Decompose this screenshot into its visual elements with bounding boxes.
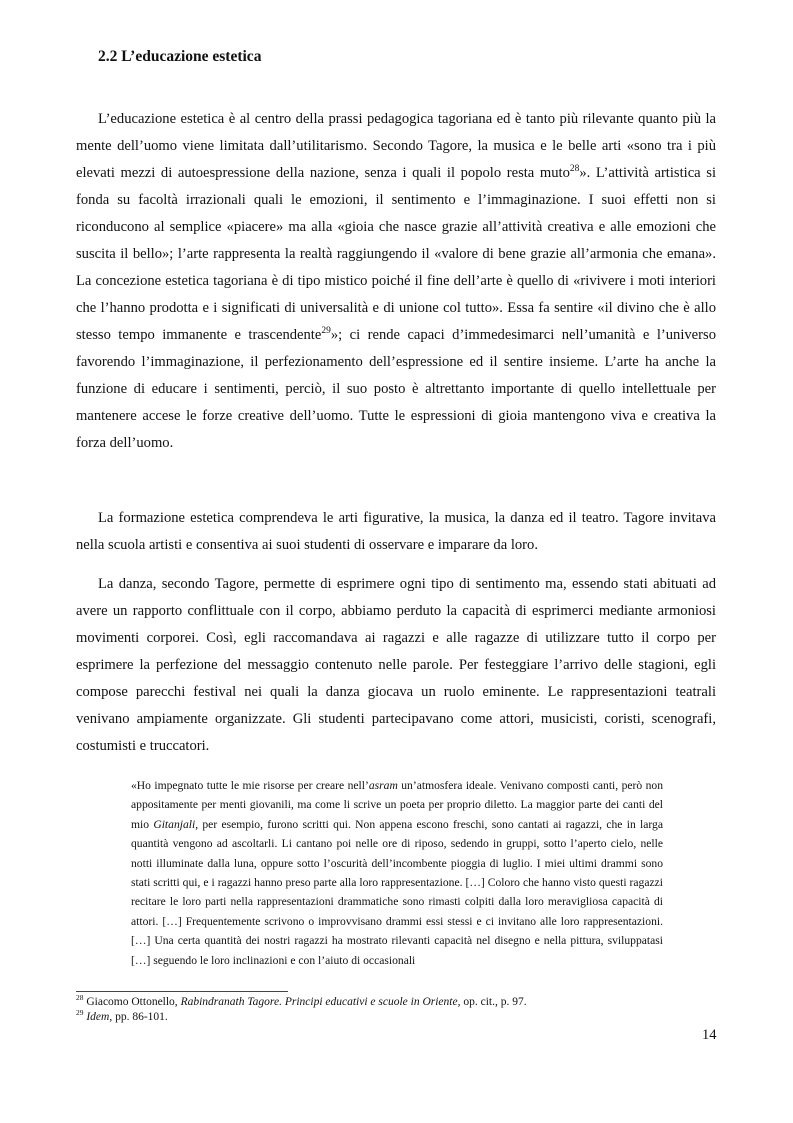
footnote-author: Giacomo Ottonello, — [83, 996, 181, 1008]
quote-text: «Ho impegnato tutte le mie risorse per creare nell’ — [131, 779, 369, 792]
paragraph-text: »; ci rende capaci d’immedesimarci nell’umanità e l’universo favorendo l’immaginazione, il perfezionamento dell’espressione ed il sentire insieme. L’arte ha anche la funzione di educare i sentimenti, perciò, il suo posto è altrettanto importante di quello intellettuale per mantenere accese le forze creative dell’uomo. Tutte le espressioni di gioia mantengono viva e creativa la forza dell’uomo. — [76, 327, 716, 451]
block-quote — [131, 776, 663, 970]
paragraph-text: ». L’attività artistica si fonda su facoltà irrazionali quali le emozioni, il sentimento e l’immaginazione. I suoi effetti non si riconducono al semplice «piacere» ma alla «gioia che nasce grazie all’attività creativa e alle emozioni che suscita il bello»; l’arte rappresenta la realtà raggiungendo il «valore di bene grazie all’armonia che emana». La concezione estetica tagoriana è di tipo mistico poiché il fine dell’arte è quello di «rivivere i moti interiori che l’hanno prodotta e i significati di universalità e di unione col tutto». Essa fa sentire «il divino che è allo stesso tempo immanente e trascendente — [76, 165, 716, 343]
footnote-title: Idem — [86, 1011, 110, 1023]
footnote-citation: , pp. 86-101. — [109, 1011, 168, 1023]
footnote-separator — [76, 991, 288, 992]
paragraph-text: L’educazione estetica è al centro della prassi pedagogica tagoriana ed è tanto più rilevante quanto più la mente dell’uomo viene limitata dall’utilitarismo. Secondo Tagore, la musica e le belle arti «sono tra i più elevati mezzi di autoespressione della nazione, senza i quali il popolo resta muto — [76, 111, 716, 181]
section-heading: 2.2 L’educazione estetica — [98, 48, 262, 65]
footnote-28 — [76, 995, 527, 1009]
footnote-number: 28 — [76, 993, 84, 1003]
paragraph-dance: La danza, secondo Tagore, permette di esprimere ogni tipo di sentimento ma, essendo stati abituati ad avere un rapporto conflittuale con il corpo, abbiamo perduto la capacità di esprimerci mediante armoniosi movimenti corporei. Così, egli raccomandava ai ragazzi e alle ragazze di utilizzare tutto il corpo per esprimere la perfezione del messaggio contenuto nelle parole. Per festeggiare l’arrivo delle stagioni, egli compose parecchi festival nei quali la danza giocava un ruolo eminente. Le rappresentazioni teatrali venivano ampiamente organizzate. Gli studenti partecipavano come attori, musicisti, coristi, scenografi, costumisti e truccatori. — [76, 576, 716, 754]
footnote-title: Rabindranath Tagore. Principi educativi e scuole in Oriente, — [180, 996, 461, 1008]
footnote-citation: op. cit., p. 97. — [460, 996, 527, 1008]
paragraph-arts-training: La formazione estetica comprendeva le arti figurative, la musica, la danza ed il teatro. Tagore invitava nella scuola artisti e consentiva ai suoi studenti di osservare e imparare da loro. — [76, 510, 716, 553]
quote-text: un’atmosfera ideale. Venivano composti canti, però non appositamente per menti giovanili, ma come li scrive un poeta per proprio diletto. La maggior parte dei canti del mio — [131, 779, 663, 831]
paragraph-aesthetic-education — [76, 106, 716, 457]
footnote-number: 29 — [76, 1008, 84, 1018]
footnote-ref-29[interactable]: 29 — [321, 326, 331, 337]
quote-italic-title: Gitanjali — [153, 817, 196, 831]
footnote-29 — [76, 1010, 168, 1024]
footnote-ref-28[interactable]: 28 — [569, 164, 580, 175]
page-number: 14 — [702, 1027, 717, 1043]
quote-italic-term: asram — [368, 779, 398, 792]
quote-text: , per esempio, furono scritti qui. Non appena escono freschi, sono cantati ai ragazzi, che in larga quantità vengono ad ascoltarli. Li cantano poi nelle ore di riposo, sedendo in gruppi, sotto l’aperto cielo, nelle notti illuminate dalla luna, oppure sotto l’oscurità dell’incombente pioggia di luglio. I miei ultimi drammi sono stati scritti qui, e i ragazzi hanno preso parte alla loro rappresentazione. […] Coloro che hanno visto questi ragazzi recitare le loro parti nella rappresentazioni drammatiche sono rimasti colpiti dalla loro meravigliosa capacità di attori. […] Frequentemente scrivono o improvvisano drammi essi stessi e ci invitano alle loro rappresentazioni. […] Una certa quantità dei nostri ragazzi ha mostrato rilevanti capacità nel disegno e nella pittura, sviluppatasi […] seguendo le loro inclinazioni e con l’aiuto di occasionali — [131, 817, 663, 967]
